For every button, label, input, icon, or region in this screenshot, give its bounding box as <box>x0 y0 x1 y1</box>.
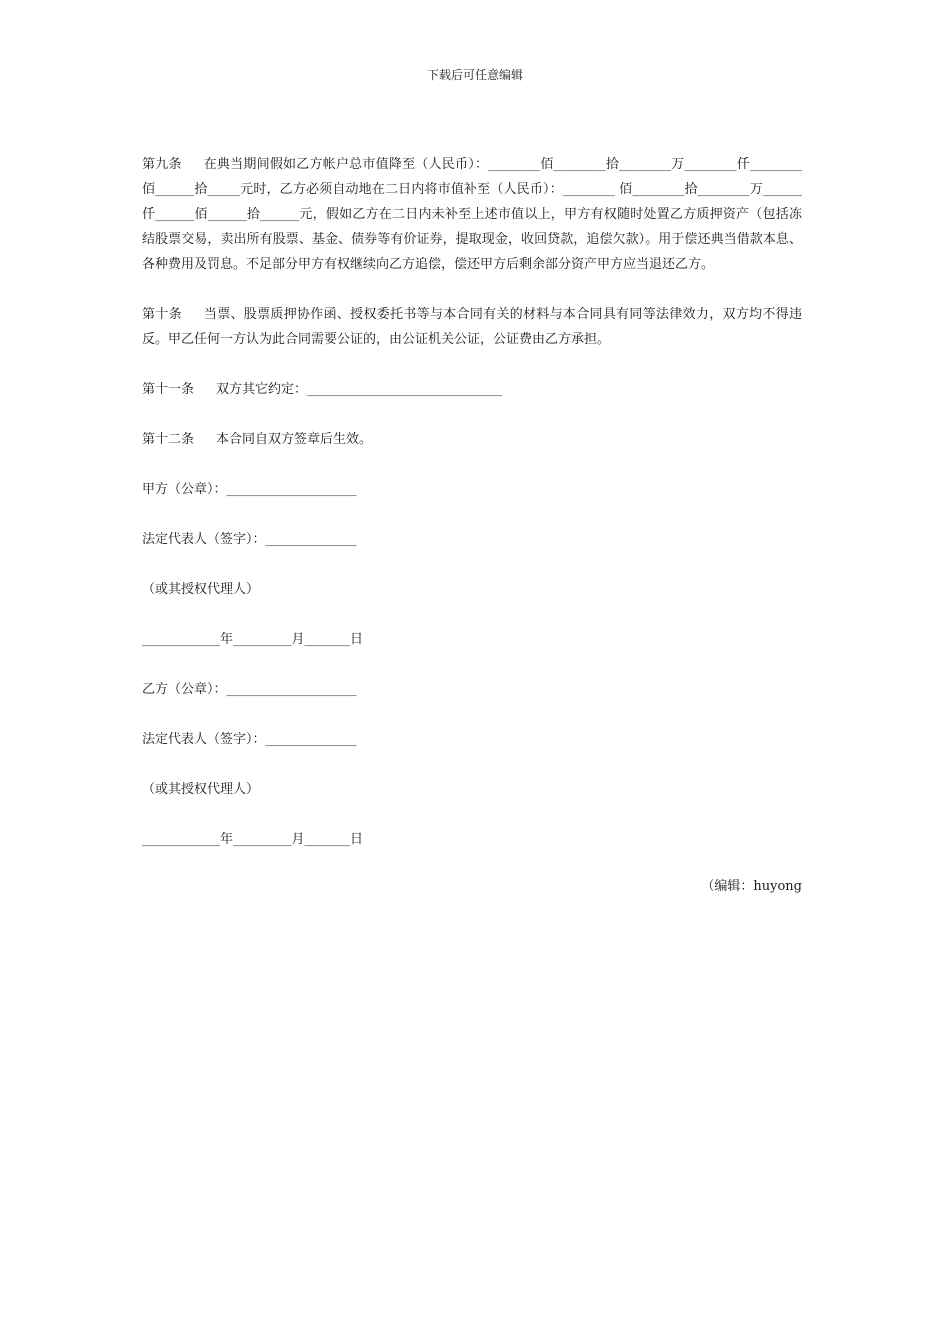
party-b-agent: （或其授权代理人） <box>142 782 260 797</box>
party-b-seal: 乙方（公章）：____________________ <box>142 682 357 697</box>
party-a-date: ____________年_________月_______日 <box>142 632 364 647</box>
article-11 <box>142 377 802 402</box>
article-12-text: 本合同自双方签章后生效。 <box>216 432 373 447</box>
article-11-text: 双方其它约定：______________________________ <box>216 382 503 397</box>
article-11-label: 第十一条 <box>142 382 195 397</box>
article-10-label: 第十条 <box>142 307 182 322</box>
party-a-representative: 法定代表人（签字）：______________ <box>142 532 357 547</box>
party-a-seal: 甲方（公章）：____________________ <box>142 482 357 497</box>
party-b-representative: 法定代表人（签字）：______________ <box>142 732 357 747</box>
article-12-label: 第十二条 <box>142 432 195 447</box>
article-12 <box>142 427 802 452</box>
article-10 <box>142 302 802 352</box>
editor-note: （编辑：huyong <box>701 879 802 894</box>
article-9-label: 第九条 <box>142 157 182 172</box>
contract-body <box>142 152 802 852</box>
article-10-text: 当票、股票质押协作函、授权委托书等与本合同有关的材料与本合同具有同等法律效力，双方均不得违反。甲乙任何一方认为此合同需要公证的，由公证机关公证，公证费由乙方承担。 <box>142 307 802 347</box>
party-b-date: ____________年_________月_______日 <box>142 832 364 847</box>
page-header: 下载后可任意编辑 <box>426 68 523 82</box>
article-9 <box>142 152 802 277</box>
article-9-text: 在典当期间假如乙方帐户总市值降至（人民币）：________佰________拾________万________仟________佰______拾_____元时，乙方必须自动地在二日内将市值补至（人民币）：________ 佰________拾________万______仟______佰______拾______元，假如乙方在二日内未补至上述市值以上，甲方有权随时处置乙方质押资产（包括冻结股票交易，卖出所有股票、基金、债券等有价证券，提取现金，收回贷款，追偿欠款）。用于偿还典当借款本息、各种费用及罚息。不足部分甲方有权继续向乙方追偿，偿还甲方后剩余部分资产甲方应当退还乙方。 <box>142 157 802 272</box>
party-a-agent: （或其授权代理人） <box>142 582 260 597</box>
